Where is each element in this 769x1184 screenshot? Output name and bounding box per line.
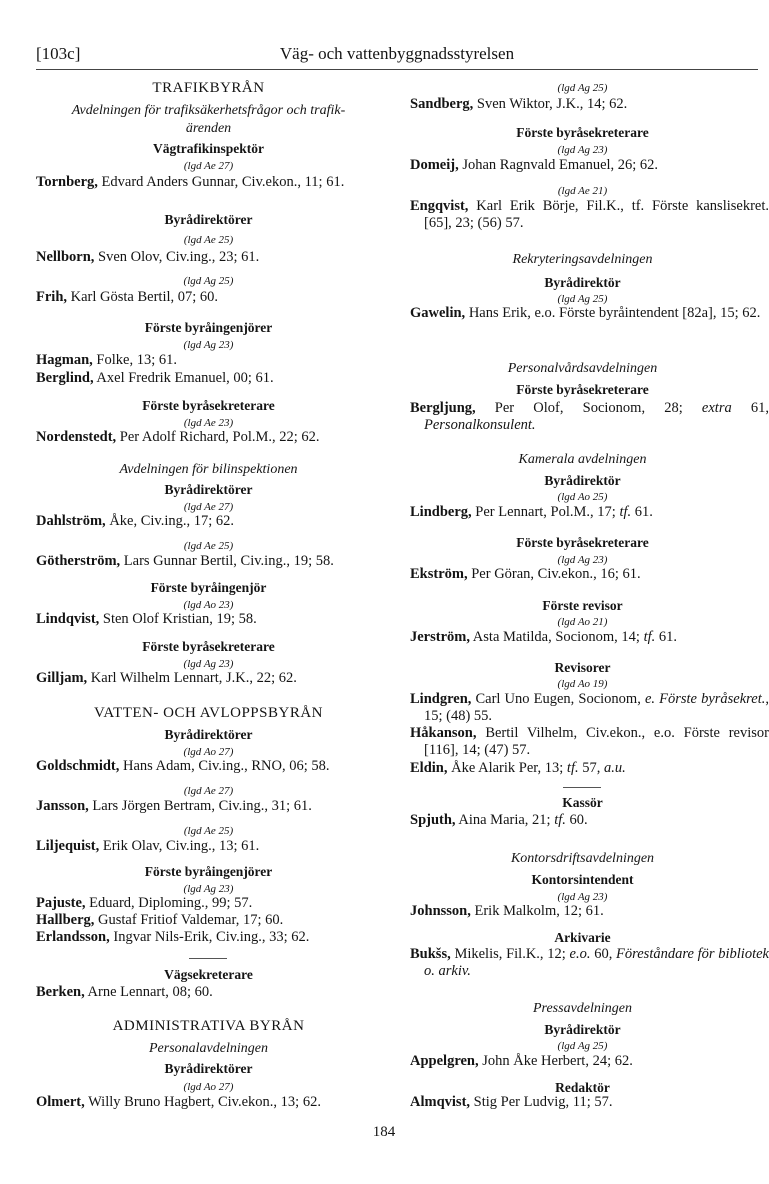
person-entry: Tornberg, Edvard Anders Gunnar, Civ.ekon., 11; 61. bbox=[36, 174, 345, 190]
role-heading: Vägsekreterare bbox=[164, 967, 253, 982]
salary-grade: (lgd Ao 19) bbox=[557, 678, 608, 690]
person-name: Sandberg, bbox=[410, 96, 474, 112]
role-heading: Revisorer bbox=[554, 660, 611, 675]
person-entry: Erlandsson, Ingvar Nils-Erik, Civ.ing., 33; 62. bbox=[36, 929, 310, 945]
subsection-title: Rekryteringsavdelningen bbox=[512, 252, 653, 267]
person-name: Dahlström, bbox=[36, 513, 106, 529]
role-heading: Arkivarie bbox=[554, 930, 611, 945]
person-name: Berken, bbox=[36, 984, 85, 1000]
subsection-title: Personalavdelningen bbox=[149, 1041, 268, 1056]
section-code: [103c] bbox=[36, 44, 81, 63]
salary-grade: (lgd Ag 23) bbox=[183, 883, 234, 895]
section-title: ADMINISTRATIVA BYRÅN bbox=[112, 1018, 305, 1034]
person-entry: Berglind, Axel Fredrik Emanuel, 00; 61. bbox=[36, 370, 274, 386]
person-entry: Sandberg, Sven Wiktor, J.K., 14; 62. bbox=[410, 96, 628, 112]
salary-grade: (lgd Ag 23) bbox=[557, 891, 608, 903]
person-name: Appelgren, bbox=[410, 1053, 479, 1069]
person-name: Håkanson, bbox=[410, 725, 477, 741]
person-entry: Ekström, Per Göran, Civ.ekon., 16; 61. bbox=[410, 566, 641, 582]
person-entry: Goldschmidt, Hans Adam, Civ.ing., RNO, 06; 58. bbox=[36, 758, 330, 774]
role-heading: Förste byråingenjörer bbox=[144, 864, 273, 879]
salary-grade: (lgd Ae 25) bbox=[183, 234, 234, 246]
person-entry: Gawelin, Hans Erik, e.o. Förste byråintendent [82a], 15; 62. bbox=[410, 305, 761, 321]
salary-grade: (lgd Ae 27) bbox=[183, 160, 234, 172]
person-entry: Hallberg, Gustaf Fritiof Valdemar, 17; 60. bbox=[36, 912, 284, 928]
person-name: Eldin, bbox=[410, 760, 448, 776]
person-entry: Domeij, Johan Ragnvald Emanuel, 26; 62. bbox=[410, 157, 659, 173]
role-heading: Kassör bbox=[562, 795, 603, 810]
role-heading: Kontorsintendent bbox=[531, 872, 634, 887]
header-rule bbox=[36, 69, 758, 70]
person-name: Frih, bbox=[36, 289, 68, 305]
role-heading: Byrådirektör bbox=[544, 275, 621, 290]
salary-grade: (lgd Ag 23) bbox=[557, 554, 608, 566]
person-entry: Engqvist, Karl Erik Börje, Fil.K., tf. Förste kanslisekret. [65], 23; (56) 57. bbox=[410, 198, 769, 231]
section-title: TRAFIKBYRÅN bbox=[152, 80, 265, 96]
person-entry: Pajuste, Eduard, Diploming., 99; 57. bbox=[36, 895, 253, 911]
person-name: Lindgren, bbox=[410, 691, 472, 707]
person-name: Tornberg, bbox=[36, 174, 98, 190]
role-heading: Förste byråingenjörer bbox=[144, 320, 273, 335]
salary-grade: (lgd Ao 21) bbox=[557, 616, 608, 628]
person-entry: Johnsson, Erik Malkolm, 12; 61. bbox=[410, 903, 604, 919]
salary-grade: (lgd Ae 23) bbox=[183, 417, 234, 429]
running-header bbox=[36, 44, 758, 66]
salary-grade: (lgd Ae 25) bbox=[183, 825, 234, 837]
person-entry: Dahlström, Åke, Civ.ing., 17; 62. bbox=[36, 513, 235, 529]
person-name: Spjuth, bbox=[410, 812, 456, 828]
salary-grade: (lgd Ao 25) bbox=[557, 491, 608, 503]
role-heading: Vägtrafikinspektör bbox=[153, 141, 264, 156]
salary-grade: (lgd Ao 27) bbox=[183, 1081, 234, 1093]
subsection-title: Avdelningen för trafiksäkerhetsfrågor och trafik- bbox=[71, 103, 346, 118]
person-name: Liljequist, bbox=[36, 838, 100, 854]
salary-grade: (lgd Ag 25) bbox=[557, 1040, 608, 1052]
subsection-title: Kamerala avdelningen bbox=[518, 452, 647, 467]
person-name: Pajuste, bbox=[36, 895, 86, 911]
role-heading: Byrådirektörer bbox=[164, 212, 253, 227]
subsection-title: Personalvårdsavdelningen bbox=[507, 361, 658, 376]
subsection-title: ärenden bbox=[185, 121, 232, 136]
person-entry: Liljequist, Erik Olav, Civ.ing., 13; 61. bbox=[36, 838, 260, 854]
role-heading: Byrådirektörer bbox=[164, 727, 253, 742]
salary-grade: (lgd Ae 27) bbox=[183, 501, 234, 513]
person-name: Götherström, bbox=[36, 553, 121, 569]
person-name: Erlandsson, bbox=[36, 929, 110, 945]
person-name: Olmert, bbox=[36, 1094, 85, 1110]
person-entry: Nellborn, Sven Olov, Civ.ing., 23; 61. bbox=[36, 249, 260, 265]
person-entry: Jansson, Lars Jörgen Bertram, Civ.ing., 31; 61. bbox=[36, 798, 312, 814]
person-entry: Jerström, Asta Matilda, Socionom, 14; tf. 61. bbox=[410, 629, 678, 645]
person-name: Bergljung, bbox=[410, 400, 476, 416]
salary-grade: (lgd Ae 27) bbox=[183, 785, 234, 797]
running-title: Väg- och vattenbyggnadsstyrelsen bbox=[279, 44, 515, 63]
person-name: Johnsson, bbox=[410, 903, 471, 919]
person-entry: Gilljam, Karl Wilhelm Lennart, J.K., 22; 62. bbox=[36, 670, 297, 686]
person-name: Jerström, bbox=[410, 629, 470, 645]
person-name: Almqvist, bbox=[410, 1094, 471, 1110]
person-name: Goldschmidt, bbox=[36, 758, 120, 774]
person-name: Nellborn, bbox=[36, 249, 95, 265]
salary-grade: (lgd Ag 23) bbox=[183, 658, 234, 670]
person-entry: Eldin, Åke Alarik Per, 13; tf. 57, a.u. bbox=[410, 760, 626, 776]
subsection-title: Kontorsdriftsavdelningen bbox=[510, 851, 655, 866]
person-name: Hallberg, bbox=[36, 912, 95, 928]
person-entry: Berken, Arne Lennart, 08; 60. bbox=[36, 984, 213, 1000]
role-heading: Byrådirektör bbox=[544, 473, 621, 488]
person-name: Hagman, bbox=[36, 352, 93, 368]
role-heading: Förste byråsekreterare bbox=[142, 398, 275, 413]
person-entry: Spjuth, Aina Maria, 21; tf. 60. bbox=[410, 812, 588, 828]
page-number: 184 bbox=[372, 1124, 396, 1140]
person-name: Engqvist, bbox=[410, 198, 469, 214]
salary-grade: (lgd Ag 23) bbox=[557, 144, 608, 156]
role-heading: Förste byråsekreterare bbox=[142, 639, 275, 654]
salary-grade: (lgd Ae 21) bbox=[557, 185, 608, 197]
person-name: Gilljam, bbox=[36, 670, 88, 686]
person-entry: Bergljung, Per Olof, Socionom, 28; extra 61, Personalkonsulent. bbox=[410, 400, 769, 433]
role-heading: Redaktör bbox=[555, 1080, 610, 1095]
person-entry: Lindgren, Carl Uno Eugen, Socionom, e. Förste byråsekret., 15; (48) 55. bbox=[410, 691, 769, 724]
salary-grade: (lgd Ao 27) bbox=[183, 746, 234, 758]
person-name: Nordenstedt, bbox=[36, 429, 117, 445]
salary-grade: (lgd Ao 23) bbox=[183, 599, 234, 611]
person-name: Lindberg, bbox=[410, 504, 472, 520]
section-title: VATTEN- OCH AVLOPPSBYRÅN bbox=[94, 705, 323, 721]
person-entry: Bukšs, Mikelis, Fil.K., 12; e.o. 60, Föreståndare för bibliotek o. arkiv. bbox=[410, 946, 769, 979]
person-entry: Götherström, Lars Gunnar Bertil, Civ.ing., 19; 58. bbox=[36, 553, 334, 569]
separator-rule bbox=[563, 787, 601, 788]
role-heading: Byrådirektörer bbox=[164, 1061, 253, 1076]
person-name: Bukšs, bbox=[410, 946, 451, 962]
person-entry: Nordenstedt, Per Adolf Richard, Pol.M., 22; 62. bbox=[36, 429, 320, 445]
person-entry: Olmert, Willy Bruno Hagbert, Civ.ekon., 13; 62. bbox=[36, 1094, 321, 1110]
person-name: Berglind, bbox=[36, 370, 94, 386]
person-entry: Håkanson, Bertil Vilhelm, Civ.ekon., e.o. Förste revisor [116], 14; (47) 57. bbox=[410, 725, 769, 758]
subsection-title: Pressavdelningen bbox=[532, 1001, 632, 1016]
person-entry: Lindberg, Per Lennart, Pol.M., 17; tf. 61. bbox=[410, 504, 653, 520]
salary-grade: (lgd Ag 25) bbox=[183, 275, 234, 287]
person-name: Domeij, bbox=[410, 157, 459, 173]
role-heading: Byrådirektör bbox=[544, 1022, 621, 1037]
person-entry: Lindqvist, Sten Olof Kristian, 19; 58. bbox=[36, 611, 257, 627]
salary-grade: (lgd Ag 23) bbox=[183, 339, 234, 351]
person-entry: Hagman, Folke, 13; 61. bbox=[36, 352, 177, 368]
separator-rule bbox=[189, 958, 227, 959]
salary-grade: (lgd Ae 25) bbox=[183, 540, 234, 552]
person-name: Ekström, bbox=[410, 566, 468, 582]
role-heading: Förste byråingenjör bbox=[150, 580, 267, 595]
role-heading: Förste revisor bbox=[542, 598, 623, 613]
person-name: Jansson, bbox=[36, 798, 89, 814]
role-heading: Förste byråsekreterare bbox=[516, 535, 649, 550]
person-entry: Frih, Karl Gösta Bertil, 07; 60. bbox=[36, 289, 219, 305]
person-name: Lindqvist, bbox=[36, 611, 100, 627]
role-heading: Förste byråsekreterare bbox=[516, 382, 649, 397]
person-entry: Almqvist, Stig Per Ludvig, 11; 57. bbox=[410, 1094, 613, 1110]
person-name: Gawelin, bbox=[410, 305, 466, 321]
person-entry: Appelgren, John Åke Herbert, 24; 62. bbox=[410, 1053, 633, 1069]
role-heading: Förste byråsekreterare bbox=[516, 125, 649, 140]
salary-grade: (lgd Ag 25) bbox=[557, 82, 608, 94]
subsection-title: Avdelningen för bilinspektionen bbox=[119, 462, 298, 477]
salary-grade: (lgd Ag 25) bbox=[557, 293, 608, 305]
role-heading: Byrådirektörer bbox=[164, 482, 253, 497]
